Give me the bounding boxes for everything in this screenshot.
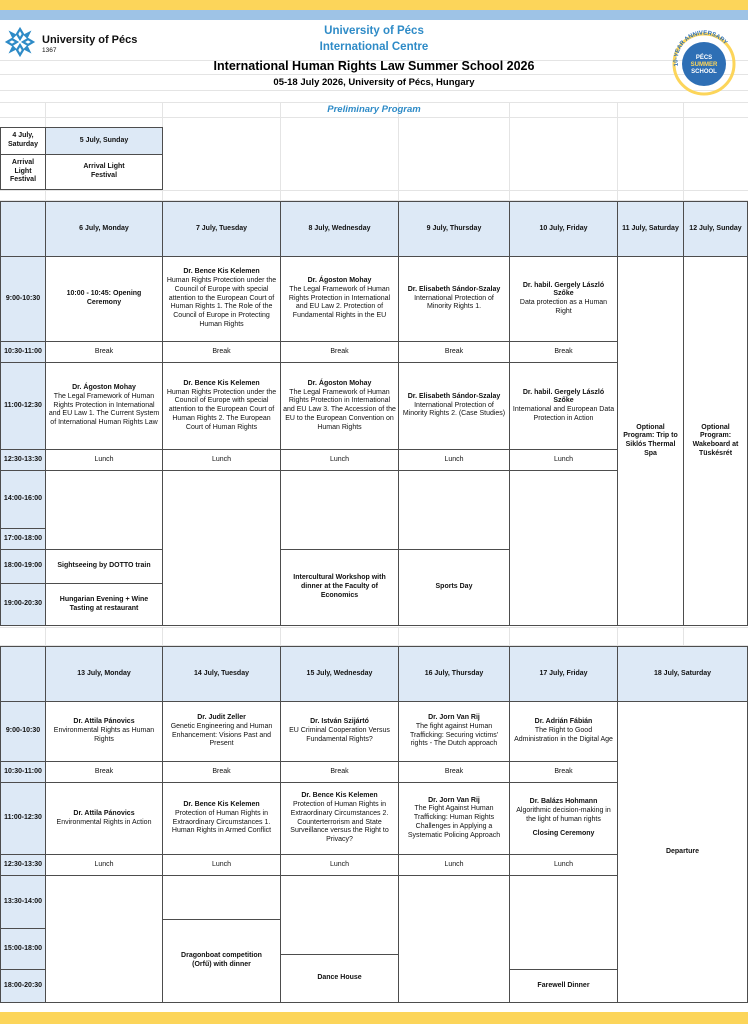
anniversary-badge	[668, 26, 740, 98]
break-cell: Break	[162, 341, 281, 363]
session-topic: Protection of Human Rights in Extraordinary Circumstances 1. Human Rights in Armed Conflict	[171, 809, 272, 835]
time-slot: 19:00-20:30	[0, 583, 46, 626]
week2-day: 16 July, Thursday	[398, 646, 510, 702]
time-slot: 11:00-12:30	[0, 362, 46, 450]
intro-day-sat: 4 July, Saturday	[0, 127, 46, 155]
session-cell	[280, 701, 399, 762]
program-label: Preliminary Program	[327, 104, 421, 115]
intro-event-sat: Arrival Light Festival	[0, 154, 46, 190]
school-title: International Human Rights Law Summer School 2026	[213, 59, 535, 73]
session-speaker: Dr. Jorn Van Rij	[428, 796, 480, 804]
session-speaker: Dr. Bence Kis Kelemen	[183, 268, 260, 276]
workshop-cell: Intercultural Workshop with dinner at the Faculty of Economics	[280, 549, 399, 626]
empty-cell	[45, 875, 163, 1003]
lunch-cell: Lunch	[280, 854, 399, 876]
week1-day: 11 July, Saturday	[617, 201, 684, 257]
time-slot: 10:30-11:00	[0, 341, 46, 363]
break-cell: Break	[280, 341, 399, 363]
session-cell	[509, 701, 618, 762]
session-speaker: Dr. Bence Kis Kelemen	[301, 792, 378, 800]
week2-day: 18 July, Saturday	[617, 646, 748, 702]
time-slot: 12:30-13:30	[0, 449, 46, 471]
university-title: University of Pécs	[324, 25, 424, 37]
session-cell	[45, 256, 163, 342]
departure-cell: Departure	[617, 701, 748, 1003]
time-slot: 11:00-12:30	[0, 782, 46, 855]
session-speaker: Dr. Balázs Hohmann	[529, 798, 598, 805]
session-speaker: Dr. Elisabeth Sándor-Szalay	[407, 392, 501, 400]
farewell-dinner-cell: Farewell Dinner	[509, 969, 618, 1003]
dragonboat-cell: Dragonboat competition (Orfű) with dinner	[162, 919, 281, 1003]
empty-cell	[162, 470, 281, 626]
session-cell	[509, 782, 618, 855]
break-cell: Break	[162, 761, 281, 783]
session-cell	[162, 362, 281, 450]
dance-house-cell: Dance House	[280, 954, 399, 1003]
session-cell	[280, 256, 399, 342]
empty-cell	[398, 470, 510, 550]
session-cell	[398, 782, 510, 855]
week2-day: 17 July, Friday	[509, 646, 618, 702]
session-cell	[280, 782, 399, 855]
empty-cell	[280, 875, 399, 955]
time-slot: 18:00-19:00	[0, 549, 46, 584]
optional-program-sat: Optional Program: Trip to Siklós Thermal Spa	[617, 256, 684, 626]
session-speaker: Dr. Elisabeth Sándor-Szalay	[407, 285, 501, 293]
sports-day-cell: Sports Day	[398, 549, 510, 626]
break-cell: Break	[280, 761, 399, 783]
hungarian-evening-cell: Hungarian Evening + Wine Tasting at restaurant	[45, 583, 163, 626]
session-cell	[45, 701, 163, 762]
logo-year: 1367	[42, 47, 57, 54]
empty-cell	[509, 875, 618, 970]
badge-arc-text: 10-YEAR ANNIVERSARY	[673, 30, 729, 67]
break-cell: Break	[45, 761, 163, 783]
week1-day: 12 July, Sunday	[683, 201, 748, 257]
session-topic: 10:00 - 10:45: Opening Ceremony	[66, 290, 142, 306]
badge-line-2: SUMMER	[690, 62, 718, 68]
session-cell	[280, 362, 399, 450]
session-cell	[509, 362, 618, 450]
session-topic: The Legal Framework of Human Rights Protection in International and EU Law 1. The Current System of International Human Rights Law	[48, 392, 160, 427]
session-speaker: Dr. Ágoston Mohay	[307, 379, 372, 387]
session-topic: Genetic Engineering and Human Enhancement: Visions Past and Present	[170, 722, 273, 748]
lunch-cell: Lunch	[162, 854, 281, 876]
session-topic: International Protection of Minority Rights 1.	[414, 294, 494, 311]
lunch-cell: Lunch	[280, 449, 399, 471]
session-cell	[162, 701, 281, 762]
session-topic: The fight against Human Trafficking: Securing victims' rights - The Dutch approach	[409, 722, 499, 748]
time-slot: 10:30-11:00	[0, 761, 46, 783]
week2-day: 15 July, Wednesday	[280, 646, 399, 702]
session-speaker: Dr. Attila Pánovics	[73, 809, 135, 817]
break-cell: Break	[509, 341, 618, 363]
week1-corner	[0, 201, 46, 257]
week2-corner	[0, 646, 46, 702]
break-cell: Break	[398, 341, 510, 363]
time-slot: 9:00-10:30	[0, 256, 46, 342]
session-topic: The Fight Against Human Trafficking: Human Rights Challenges in Applying a Systematic Policing Approach	[407, 805, 501, 839]
session-speaker: Dr. habil. Gergely László Szőke	[522, 281, 605, 298]
session-speaker: Dr. Jorn Van Rij	[428, 714, 480, 721]
lunch-cell: Lunch	[398, 854, 510, 876]
badge-line-1: PÉCS	[695, 55, 713, 61]
session-cell	[509, 256, 618, 342]
sightseeing-cell: Sightseeing by DOTTO train	[45, 549, 163, 584]
session-speaker: Dr. István Szijártó	[310, 718, 369, 726]
session-cell	[398, 256, 510, 342]
session-topic: Data protection as a Human Right	[519, 299, 608, 315]
week1-day: 6 July, Monday	[45, 201, 163, 257]
session-speaker: Dr. habil. Gergely László Szőke	[522, 388, 605, 405]
session-topic: International Protection of Minority Rights 2. (Case Studies)	[402, 401, 506, 418]
session-cell	[398, 362, 510, 450]
week2-day: 14 July, Tuesday	[162, 646, 281, 702]
session-topic: Human Rights Protection under the Council of Europe with special attention to the European Court of Human Rights 1. The Role of the Council of Europe in Protecting Human Rights	[166, 277, 277, 328]
week1-day: 8 July, Wednesday	[280, 201, 399, 257]
time-slot: 18:00-20:30	[0, 969, 46, 1003]
session-speaker: Dr. Ágoston Mohay	[72, 384, 136, 392]
empty-cell	[45, 470, 163, 550]
break-cell: Break	[398, 761, 510, 783]
empty-cell	[398, 875, 510, 1003]
week2-day: 13 July, Monday	[45, 646, 163, 702]
time-slot: 14:00-16:00	[0, 470, 46, 529]
optional-program-sun: Optional Program: Wakeboard at Tüskésrét	[683, 256, 748, 626]
time-slot: 17:00-18:00	[0, 528, 46, 550]
session-speaker: Dr. Ágoston Mohay	[307, 277, 372, 285]
session-topic: The Legal Framework of Human Rights Protection in International and EU Law 2. Protection of Fundamental Rights in the EU	[288, 285, 391, 320]
top-accent-stripe	[0, 0, 748, 10]
intro-event-sun: Arrival Light Festival	[45, 154, 163, 190]
badge-line-3: SCHOOL	[691, 69, 717, 75]
session-speaker: Dr. Adrián Fábián	[534, 718, 593, 726]
centre-title: International Centre	[319, 41, 429, 53]
time-slot: 12:30-13:30	[0, 854, 46, 876]
session-cell	[45, 362, 163, 450]
time-slot: 13:30-14:00	[0, 875, 46, 929]
lunch-cell: Lunch	[398, 449, 510, 471]
intro-day-sun: 5 July, Sunday	[45, 127, 163, 155]
session-cell	[162, 256, 281, 342]
session-topic: Algorithmic decision-making in the light of human rights	[516, 806, 611, 823]
session-topic: The Right to Good Administration in the Digital Age	[514, 727, 613, 743]
week1-day: 9 July, Thursday	[398, 201, 510, 257]
session-topic: Environmental Rights as Human Rights	[53, 727, 155, 743]
session-speaker: Dr. Attila Pánovics	[73, 718, 135, 726]
session-topic: Protection of Human Rights in Extraordinary Circumstances 2. Counterterrorism and State Surveillance versus the Right to Privacy?	[290, 801, 389, 843]
bottom-accent-stripe	[0, 1012, 748, 1024]
logo-name: University of Pécs	[42, 34, 138, 46]
school-dates: 05-18 July 2026, University of Pécs, Hungary	[273, 77, 475, 88]
session-topic: International and European Data Protection in Action	[512, 406, 615, 422]
session-speaker: Dr. Bence Kis Kelemen	[183, 801, 260, 808]
lunch-cell: Lunch	[45, 854, 163, 876]
session-cell	[45, 782, 163, 855]
time-slot: 15:00-18:00	[0, 928, 46, 970]
session-topic: EU Criminal Cooperation Versus Fundamental Rights?	[289, 727, 390, 743]
top-blue-stripe	[0, 10, 748, 20]
closing-ceremony: Closing Ceremony	[532, 830, 595, 838]
session-cell	[162, 782, 281, 855]
lunch-cell: Lunch	[162, 449, 281, 471]
lunch-cell: Lunch	[45, 449, 163, 471]
session-topic: The Legal Framework of Human Rights Protection in International and EU Law 3. The Accession of the EU to the European Convention on Human Rights	[283, 388, 396, 431]
break-cell: Break	[509, 761, 618, 783]
lunch-cell: Lunch	[509, 854, 618, 876]
time-slot: 9:00-10:30	[0, 701, 46, 762]
break-cell: Break	[45, 341, 163, 363]
empty-cell	[509, 470, 618, 626]
session-speaker: Dr. Judit Zeller	[197, 714, 246, 721]
session-speaker: Dr. Bence Kis Kelemen	[183, 379, 260, 387]
empty-cell	[280, 470, 399, 550]
week1-day: 10 July, Friday	[509, 201, 618, 257]
session-topic: Human Rights Protection under the Council of Europe with special attention to the European Court of Human Rights 2. The European Court of Human Rights	[166, 388, 277, 431]
empty-cell	[162, 875, 281, 920]
session-cell	[398, 701, 510, 762]
lunch-cell: Lunch	[509, 449, 618, 471]
week1-day: 7 July, Tuesday	[162, 201, 281, 257]
session-topic: Environmental Rights in Action	[56, 818, 152, 826]
